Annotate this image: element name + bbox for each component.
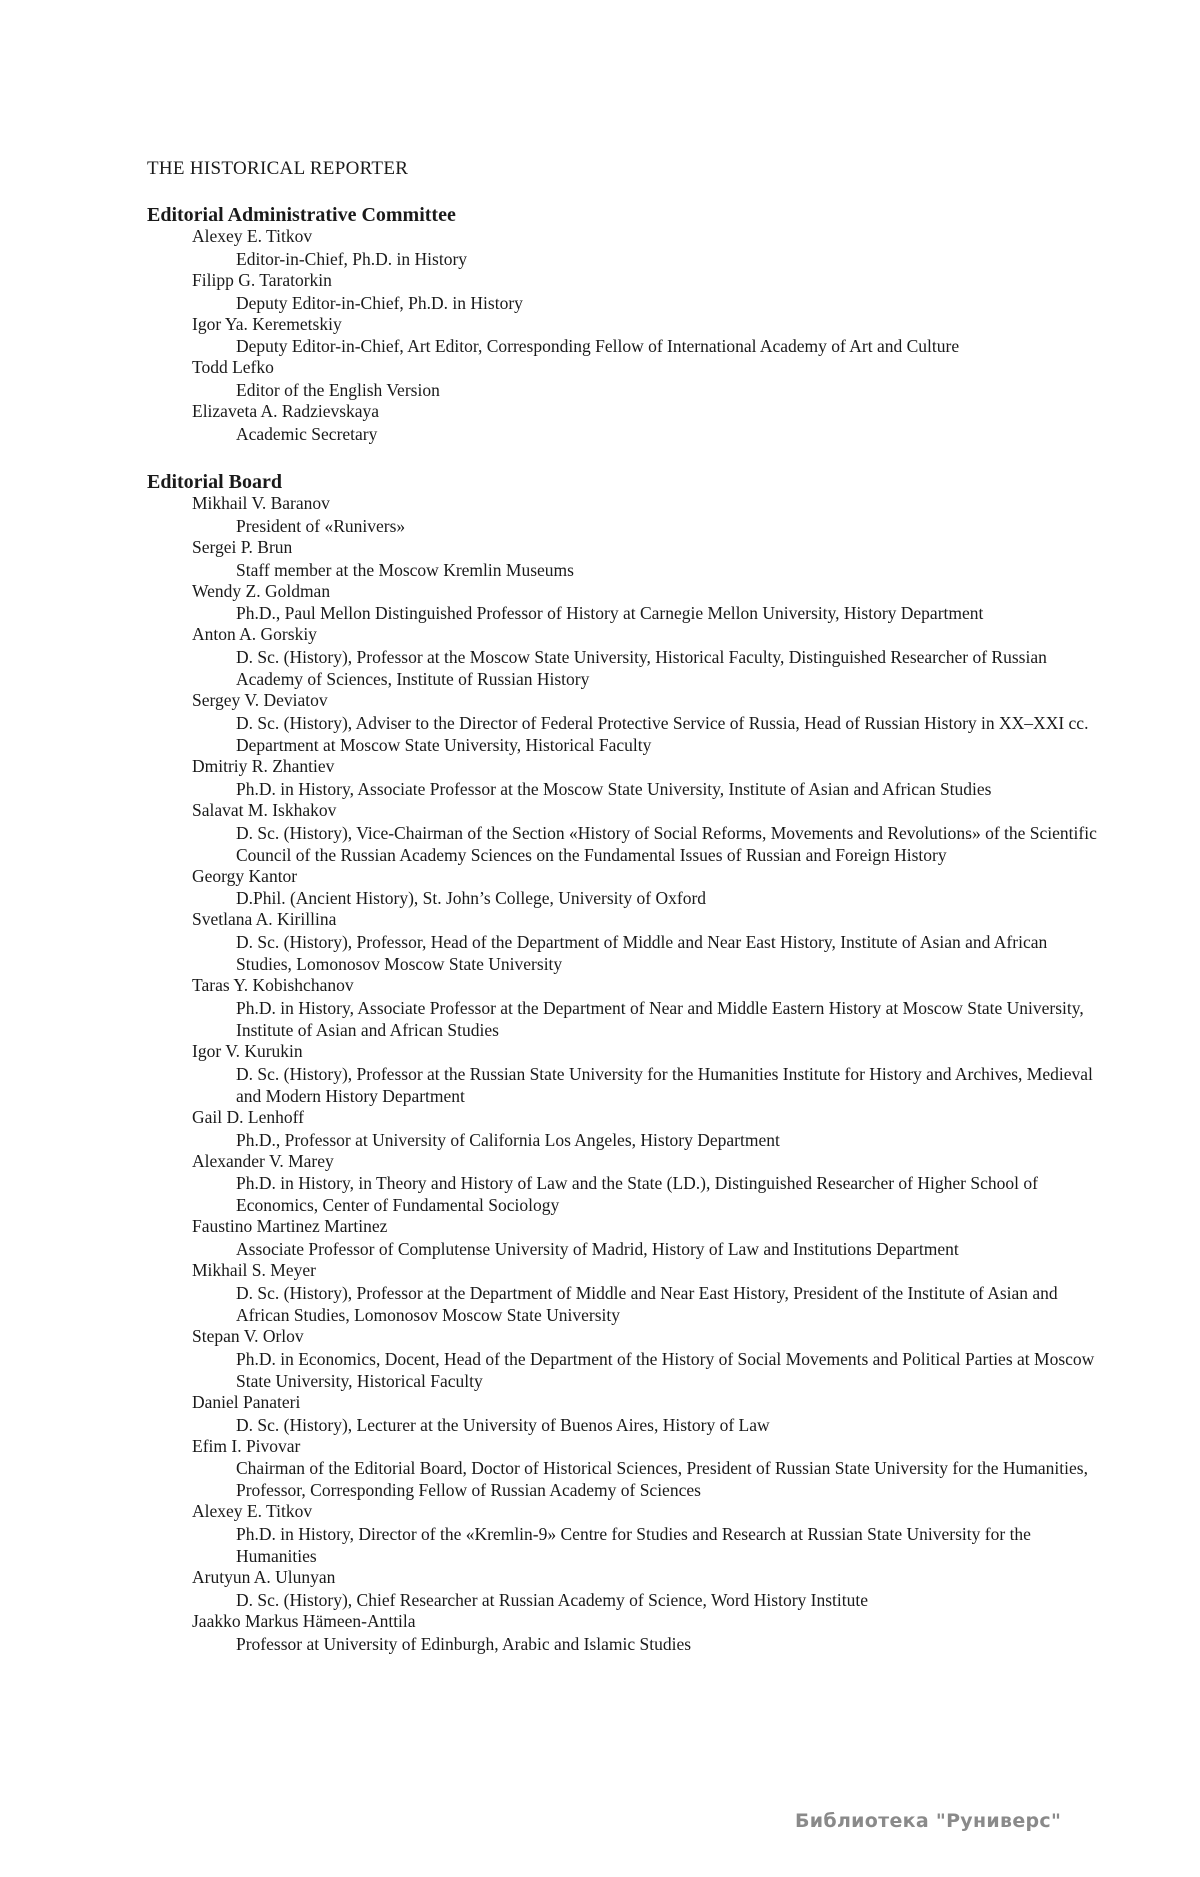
member-description: D. Sc. (History), Professor at the Department of Middle and Near East History, President of the Institute of Asian and African Studies, Lomonosov Moscow State University [236, 1282, 1058, 1325]
member-name: Efim I. Pivovar [192, 1435, 301, 1456]
member-name: Faustino Martinez Martinez [192, 1216, 388, 1237]
member-name: Todd Lefko [192, 357, 274, 378]
member-description: Chairman of the Editorial Board, Doctor of Historical Sciences, President of Russian State University for the Humanities, Professor, Corresponding Fellow of Russian Academy of Sciences [236, 1458, 1088, 1501]
member-entry [147, 1216, 1107, 1260]
member-entry [147, 866, 1107, 910]
section-heading: Editorial Board [147, 470, 283, 493]
member-name: Salavat M. Iskhakov [192, 799, 337, 820]
member-description: Staff member at the Moscow Kremlin Museums [236, 559, 574, 580]
member-name: Igor V. Kurukin [192, 1040, 303, 1061]
member-description: Ph.D., Paul Mellon Distinguished Professor of History at Carnegie Mellon University, History Department [236, 603, 984, 624]
member-entry [147, 800, 1107, 866]
member-name: Sergei P. Brun [192, 536, 293, 557]
member-entry [147, 581, 1107, 625]
member-entry [147, 1107, 1107, 1151]
member-name: Filipp G. Taratorkin [192, 269, 332, 290]
member-entry [147, 1326, 1107, 1392]
member-entry [147, 1501, 1107, 1567]
member-name: Dmitriy R. Zhantiev [192, 755, 335, 776]
member-name: Gail D. Lenhoff [192, 1106, 304, 1127]
member-entry [147, 624, 1107, 690]
member-description: Deputy Editor-in-Chief, Ph.D. in History [236, 292, 523, 313]
member-description: Editor-in-Chief, Ph.D. in History [236, 248, 468, 269]
member-entry [147, 226, 1107, 270]
member-entry [147, 270, 1107, 314]
member-description: Ph.D. in Economics, Docent, Head of the Department of the History of Social Movements and Political Parties at Moscow State University, Historical Faculty [236, 1348, 1095, 1391]
member-entry [147, 909, 1107, 975]
member-description: D. Sc. (History), Professor, Head of the Department of Middle and Near East History, Institute of Asian and African Studies, Lomonosov Moscow State University [236, 932, 1048, 975]
member-entry [147, 357, 1107, 401]
member-name: Svetlana A. Kirillina [192, 909, 337, 930]
member-description: Ph.D. in History, Director of the «Kremlin-9» Centre for Studies and Research at Russian State University for the Humanities [236, 1524, 1031, 1567]
member-entry [147, 756, 1107, 800]
member-entry [147, 314, 1107, 358]
member-entry [147, 1611, 1107, 1655]
member-description: Deputy Editor-in-Chief, Art Editor, Corresponding Fellow of International Academy of Art and Culture [236, 336, 960, 357]
member-name: Alexander V. Marey [192, 1150, 334, 1171]
section-editorial-board [147, 471, 1107, 1655]
member-name: Mikhail S. Meyer [192, 1260, 316, 1281]
member-description: D. Sc. (History), Lecturer at the University of Buenos Aires, History of Law [236, 1414, 770, 1435]
member-description: D. Sc. (History), Chief Researcher at Russian Academy of Science, Word History Institute [236, 1589, 869, 1610]
member-name: Stepan V. Orlov [192, 1325, 304, 1346]
member-entry [147, 1151, 1107, 1217]
member-description: Ph.D., Professor at University of California Los Angeles, History Department [236, 1129, 780, 1150]
member-entry [147, 493, 1107, 537]
section-administrative-committee [147, 204, 1107, 445]
journal-title: THE HISTORICAL REPORTER [147, 158, 409, 179]
member-description: D. Sc. (History), Professor at the Russian State University for the Humanities Institute for History and Archives, Medieval and Modern History Department [236, 1063, 1093, 1106]
member-entry [147, 1041, 1107, 1107]
member-entry [147, 975, 1107, 1041]
member-description: D. Sc. (History), Vice-Chairman of the Section «History of Social Reforms, Movements and Revolutions» of the Scientific Council of the Russian Academy Sciences on the Fundamental Issues of Russian and Foreign History [236, 822, 1097, 865]
member-name: Taras Y. Kobishchanov [192, 975, 354, 996]
member-name: Daniel Panateri [192, 1391, 301, 1412]
member-name: Jaakko Markus Hämeen-Anttila [192, 1610, 416, 1631]
member-name: Mikhail V. Baranov [192, 492, 330, 513]
member-description: Professor at University of Edinburgh, Arabic and Islamic Studies [236, 1633, 692, 1654]
member-name: Anton A. Gorskiy [192, 624, 317, 645]
member-name: Alexey E. Titkov [192, 1501, 313, 1522]
member-description: Ph.D. in History, in Theory and History of Law and the State (LD.), Distinguished Researcher of Higher School of Economics, Center of Fundamental Sociology [236, 1173, 1038, 1216]
member-entry [147, 690, 1107, 756]
member-description: D.Phil. (Ancient History), St. John’s College, University of Oxford [236, 888, 707, 909]
member-name: Alexey E. Titkov [192, 226, 313, 246]
member-name: Igor Ya. Keremetskiy [192, 313, 342, 334]
member-entry [147, 1260, 1107, 1326]
member-name: Georgy Kantor [192, 865, 298, 886]
member-description: Ph.D. in History, Associate Professor at the Moscow State University, Institute of Asian and African Studies [236, 778, 992, 799]
member-description: D. Sc. (History), Professor at the Moscow State University, Historical Faculty, Distinguished Researcher of Russian Academy of Sciences, Institute of Russian History [236, 647, 1047, 690]
member-description: President of «Runivers» [236, 515, 406, 536]
member-name: Sergey V. Deviatov [192, 690, 328, 711]
member-description: Editor of the English Version [236, 380, 440, 401]
section-heading: Editorial Administrative Committee [147, 204, 456, 226]
member-name: Wendy Z. Goldman [192, 580, 331, 601]
member-description: Academic Secretary [236, 423, 378, 444]
member-entry [147, 401, 1107, 445]
member-description: D. Sc. (History), Adviser to the Director of Federal Protective Service of Russia, Head of Russian History in XX–XXI cc. Department at Moscow State University, Historical Faculty [236, 712, 1089, 755]
sections-container [147, 204, 1107, 1655]
member-entry [147, 1436, 1107, 1502]
masthead-page [147, 158, 1107, 1681]
member-description: Associate Professor of Complutense University of Madrid, History of Law and Institutions Department [236, 1239, 959, 1260]
member-entry [147, 1392, 1107, 1436]
member-name: Elizaveta A. Radzievskaya [192, 401, 380, 422]
member-description: Ph.D. in History, Associate Professor at the Department of Near and Middle Eastern History at Moscow State University, Institute of Asian and African Studies [236, 997, 1084, 1040]
member-name: Arutyun A. Ulunyan [192, 1567, 336, 1588]
member-entry [147, 537, 1107, 581]
member-entry [147, 1567, 1107, 1611]
library-watermark: Библиотека "Руниверс" [795, 1810, 1062, 1832]
